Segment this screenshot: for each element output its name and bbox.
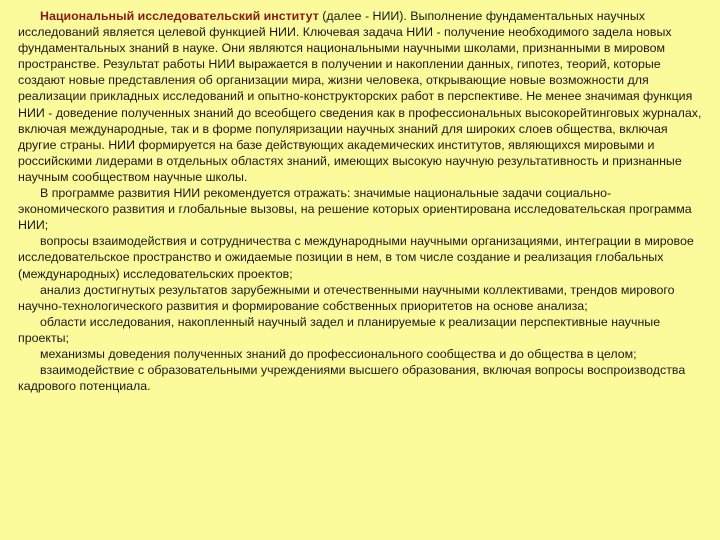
- lead-term: Национальный исследовательский институт: [40, 9, 319, 23]
- intro-paragraph: [18, 8, 702, 185]
- program-item-education: взаимодействие с образовательными учреждениями высшего образования, включая вопросы воспроизводства кадрового потенциала.: [18, 363, 686, 394]
- program-intro-paragraph: В программе развития НИИ рекомендуется отражать: значимые национальные задачи социально-экономического развития и глобальные вызовы, на решение которых ориентирована исследовательская программа НИИ;: [18, 186, 692, 233]
- program-item-dissemination: механизмы доведения полученных знаний до профессионального сообщества и до общества в целом;: [40, 346, 637, 361]
- program-item-international: вопросы взаимодействия и сотрудничества с международными научными организациями, интеграции в мировое исследовательское пространство и ожидаемые позиции в нем, в том числе создание и реализация глобальных (международных) исследовательских проектов;: [18, 234, 694, 281]
- program-item-analysis: анализ достигнутых результатов зарубежными и отечественными научными коллективами, трендов мирового научно-технологического развития и формирование собственных приоритетов на основе анализа;: [18, 282, 675, 313]
- program-item-research-areas: области исследования, накопленный научный задел и планируемые к реализации перспективные научные проекты;: [18, 314, 661, 345]
- intro-text: (далее - НИИ). Выполнение фундаментальных научных исследований является целевой функцией НИИ. Ключевая задача НИИ - получение необходимого задела новых фундаментальных знаний в науке. Они являются национальными научными школами, признанными в мировом пространстве. Результат работы НИИ выражается в получении и накоплении данных, гипотез, теорий, которые создают новые представления об организации мира, жизни человека, открывающие новые возможности для реализации прикладных исследований и опытно-конструкторских работ в перспективе. Не менее значимая функция НИИ - доведение полученных знаний до всеобщего сведения как в профессиональных высокорейтинговых журналах, включая международные, так и в форме популяризации научных знаний для широких слоев общества, включая другие страны. НИИ формируется на базе действующих академических институтов, являющихся мировыми и российскими лидерами в отдельных областях знаний, имеющих высокую научную результативность и признанные научным сообществом научные школы.: [18, 9, 702, 184]
